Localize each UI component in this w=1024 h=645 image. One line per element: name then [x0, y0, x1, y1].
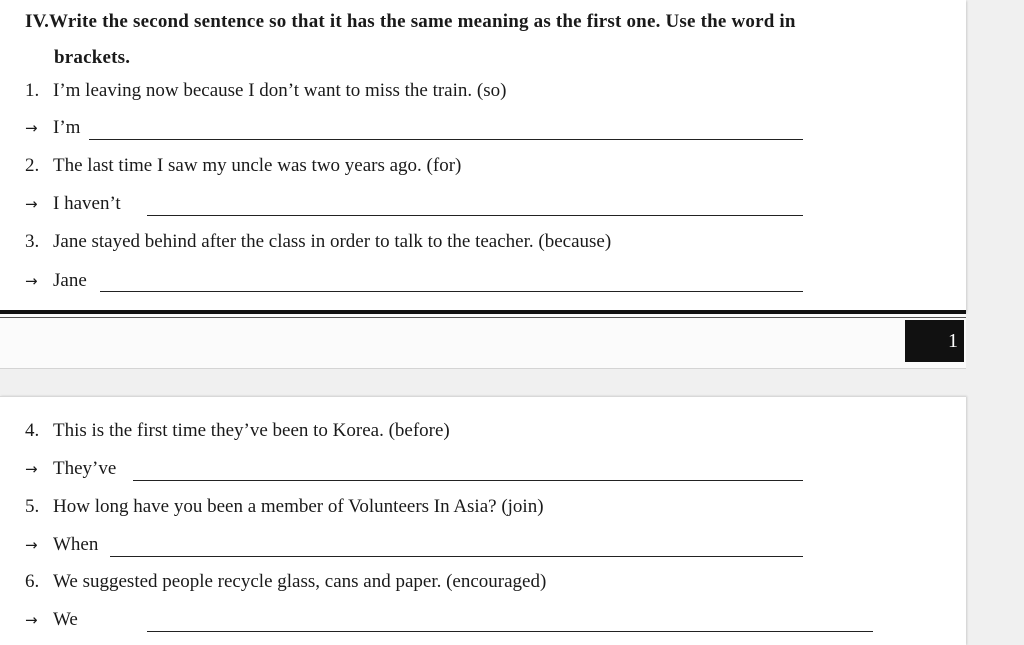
exercise-heading	[25, 4, 925, 76]
answer-stem: They’ve	[53, 458, 117, 479]
answer-blank-2[interactable]	[147, 215, 803, 216]
question-number: 2.	[25, 155, 40, 176]
arrow-icon: →	[25, 536, 38, 554]
answer-stem: Jane	[53, 270, 87, 291]
answer-blank-4[interactable]	[133, 480, 803, 481]
arrow-icon: →	[25, 611, 38, 629]
answer-stem: When	[53, 534, 99, 555]
answer-stem: I’m	[53, 117, 81, 138]
question-text: I’m leaving now because I don’t want to miss the train. (so)	[53, 80, 507, 101]
question-text: Jane stayed behind after the class in order to talk to the teacher. (because)	[53, 231, 612, 252]
answer-blank-3[interactable]	[100, 291, 803, 292]
answer-stem: I haven’t	[53, 193, 121, 214]
question-text: We suggested people recycle glass, cans and paper. (encouraged)	[53, 571, 547, 592]
question-number: 4.	[25, 420, 40, 441]
question-text: This is the first time they’ve been to Korea. (before)	[53, 420, 450, 441]
question-number: 6.	[25, 571, 40, 592]
arrow-icon: →	[25, 119, 38, 137]
heading-line-1: IV.Write the second sentence so that it has the same meaning as the first one. Use the word in	[25, 11, 796, 32]
question-text: The last time I saw my uncle was two years ago. (for)	[53, 155, 462, 176]
question-number: 3.	[25, 231, 40, 252]
worksheet-page-2	[0, 396, 966, 645]
page-footer	[0, 310, 966, 369]
arrow-icon: →	[25, 272, 38, 290]
arrow-icon: →	[25, 195, 38, 213]
answer-stem: We	[53, 609, 78, 630]
answer-blank-6[interactable]	[147, 631, 873, 632]
question-number: 1.	[25, 80, 40, 101]
heading-line-2: brackets.	[54, 47, 131, 68]
question-number: 5.	[25, 496, 40, 517]
answer-blank-1[interactable]	[89, 139, 803, 140]
question-text: How long have you been a member of Volunteers In Asia? (join)	[53, 496, 544, 517]
footer-rule-thin	[0, 317, 966, 318]
arrow-icon: →	[25, 460, 38, 478]
footer-rule	[0, 310, 966, 314]
page-number-badge: 1	[905, 320, 964, 362]
worksheet-page-1	[0, 0, 966, 312]
answer-blank-5[interactable]	[110, 556, 803, 557]
